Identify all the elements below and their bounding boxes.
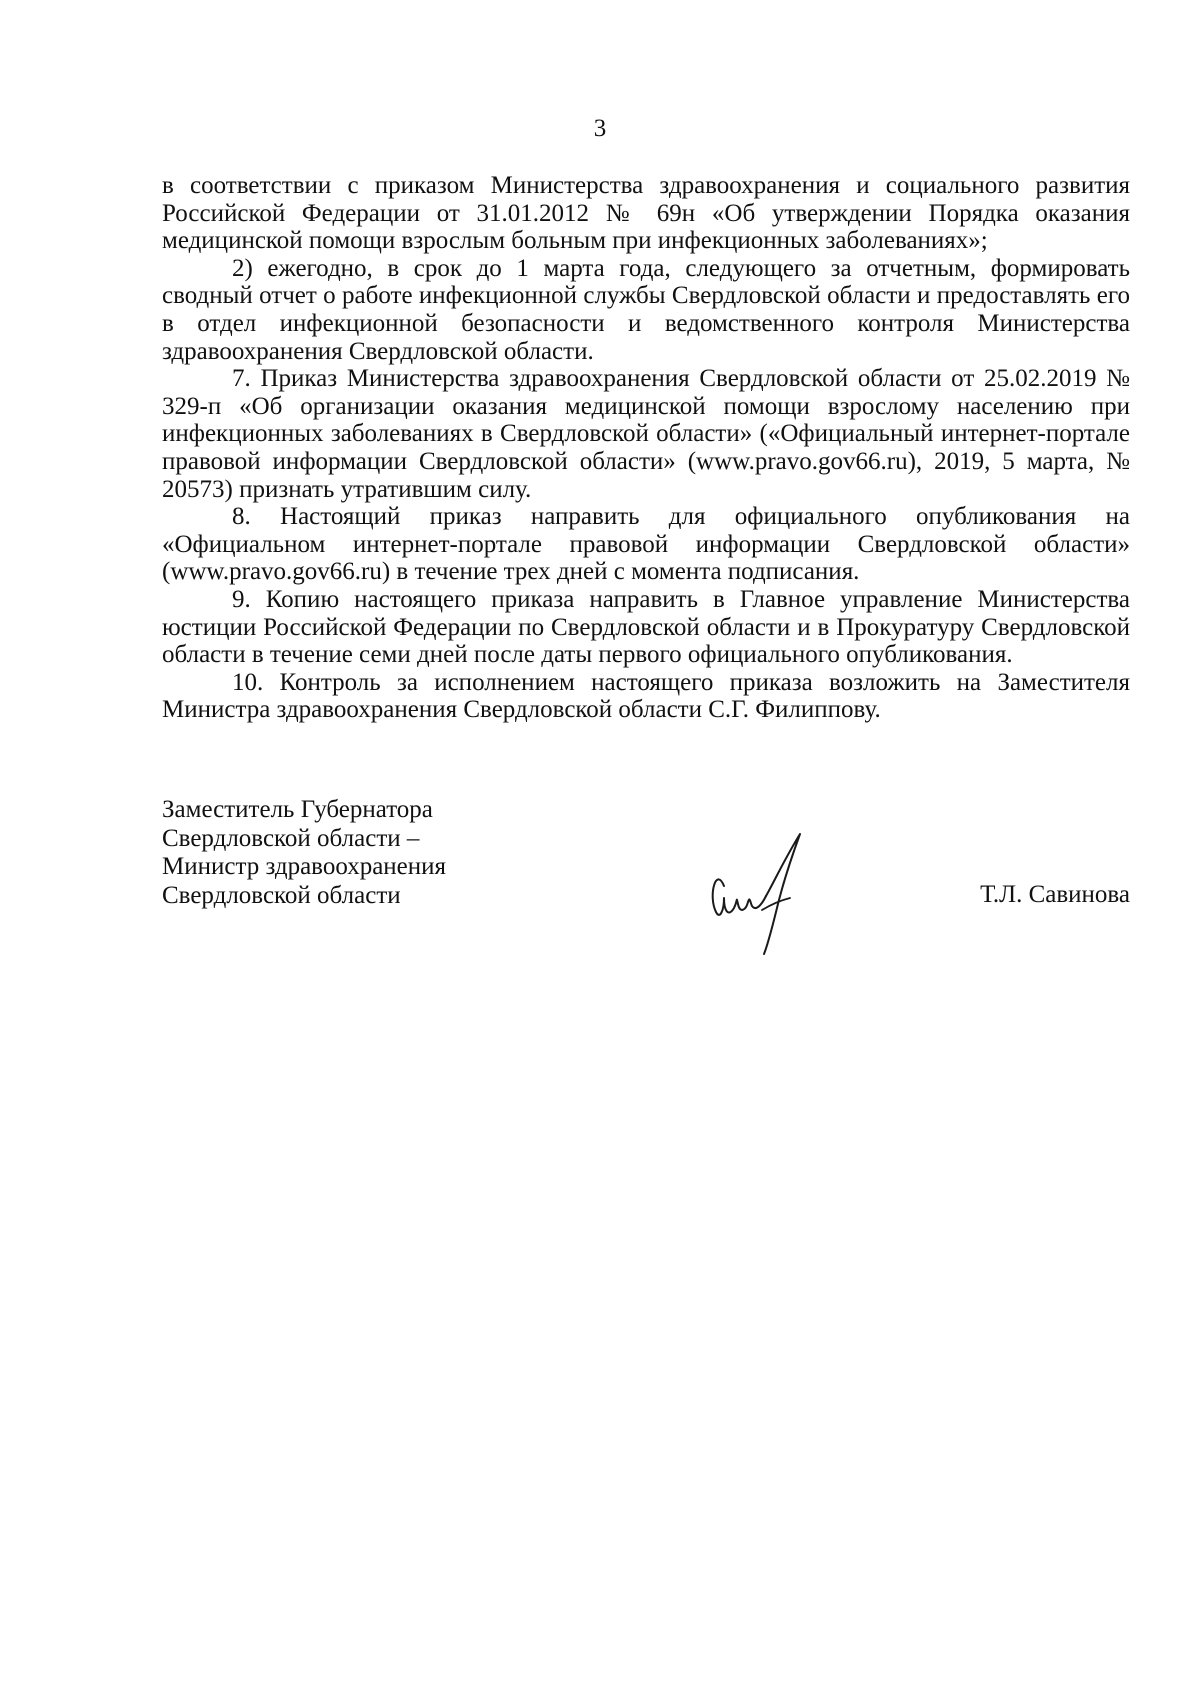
paragraph-item-2: 2) ежегодно, в срок до 1 марта года, следующего за отчетным, формировать сводный отчет о работе инфекционной службы Свердловской области и предоставлять его в отдел инфекционной безопасности и ведомственного контроля Министерства здравоохранения Свердловской области. <box>162 254 1130 365</box>
paragraph-item-10: 10. Контроль за исполнением настоящего приказа возложить на Заместителя Министра здравоохранения Свердловской области С.Г. Филиппову. <box>162 668 1130 724</box>
paragraph-item-9: 9. Копию настоящего приказа направить в Главное управление Министерства юстиции Российской Федерации по Свердловской области и в Прокуратуру Свердловской области в течение семи дней после даты первого официального опубликования. <box>162 585 1130 669</box>
signature-block <box>162 796 1130 936</box>
paragraph-item-7: 7. Приказ Министерства здравоохранения Свердловской области от 25.02.2019 № 329-п «Об организации оказания медицинской помощи взрослому населению при инфекционных заболеваниях в Свердловской области» («Официальный интернет-портале правовой информации Свердловской области» (www.pravo.gov66.ru), 2019, 5 марта, № 20573) признать утратившим силу. <box>162 365 1130 503</box>
signatory-position-line: Министр здравоохранения <box>162 853 447 880</box>
signatory-position <box>162 796 446 910</box>
signatory-position-line: Свердловской области <box>162 881 401 909</box>
paragraph-item-8: 8. Настоящий приказ направить для официального опубликования на «Официальном интернет-портале правовой информации Свердловской области» (www.pravo.gov66.ru) в течение трех дней с момента подписания. <box>162 503 1130 586</box>
signatory-position-line: Заместитель Губернатора <box>162 796 433 823</box>
page-number: 3 <box>593 115 607 142</box>
signatory-position-line: Свердловской области – <box>162 824 420 852</box>
signatory-name: Т.Л. Савинова <box>980 881 1130 908</box>
paragraph-continuation: в соответствии с приказом Министерства здравоохранения и социального развития Российской Федерации от 31.01.2012 № 69н «Об утверждении Порядка оказания медицинской помощи взрослым больным при инфекционных заболеваниях»; <box>162 172 1130 255</box>
document-body <box>162 172 1130 724</box>
handwritten-signature <box>702 826 822 956</box>
